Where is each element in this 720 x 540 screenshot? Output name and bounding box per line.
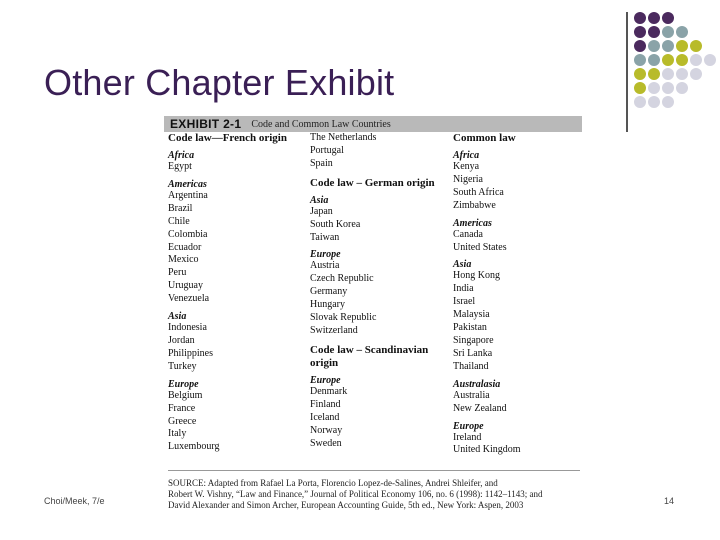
country-name: Sri Lanka [453,347,493,359]
country-name: Finland [310,398,341,410]
decorative-dot [704,54,716,66]
region-label: Africa [168,150,195,161]
decorative-dot [662,82,674,94]
country-name: New Zealand [453,402,507,414]
exhibit-header [164,116,582,132]
country-name: Chile [168,215,190,227]
country-name: Singapore [453,334,494,346]
country-name: Hong Kong [453,270,500,282]
decorative-dot [690,54,702,66]
decorative-dot [690,82,702,94]
exhibit-source-note [168,478,588,511]
country-name: Mexico [168,254,199,266]
decorative-dot [648,26,660,38]
column-german-scandinavian-origin [310,132,446,450]
country-name: Slovak Republic [310,312,377,324]
country-name: Sweden [310,437,342,449]
country-name: South Korea [310,218,361,230]
decorative-dot [662,12,674,24]
decorative-dot [704,68,716,80]
region-label: Europe [453,420,484,432]
column-heading: Code law—French origin [168,132,287,144]
country-name: Greece [168,415,197,427]
region-label: Asia [453,259,472,271]
column-heading: Code law – Scandinavian origin [310,343,429,369]
decorative-dot [648,40,660,52]
country-name: Colombia [168,228,208,240]
country-name: Taiwan [310,231,340,243]
country-name: Kenya [453,161,480,172]
decorative-dot-grid [634,12,714,116]
region-label: Europe [310,374,341,386]
decorative-dot [690,68,702,80]
country-name: Philippines [168,347,214,359]
decorative-dot [648,68,660,80]
decorative-dot [634,68,646,80]
country-name: Indonesia [168,322,207,334]
country-name: Malaysia [453,309,490,321]
country-name: Switzerland [310,324,358,336]
decorative-dot [704,82,716,94]
country-name: Pakistan [453,322,487,334]
country-name: Egypt [168,161,192,172]
country-name: Uruguay [168,280,203,292]
decorative-dot [662,96,674,108]
exhibit-caption: Code and Common Law Countries [251,118,391,130]
country-name: Italy [168,428,187,440]
footer-citation: Choi/Meek, 7/e [44,496,105,506]
country-name: Portugal [310,144,344,156]
country-name: France [168,402,196,414]
country-name: The Netherlands [310,132,377,143]
country-name: India [453,283,474,295]
country-name: Peru [168,267,187,279]
decorative-dot [662,54,674,66]
country-name: Iceland [310,411,340,423]
country-name: South Africa [453,186,504,198]
decorative-dot [662,40,674,52]
country-name: Turkey [168,360,197,372]
country-name: Zimbabwe [453,199,496,211]
decorative-dot [648,82,660,94]
decorative-dot [676,96,688,108]
exhibit-number: EXHIBIT 2-1 [170,117,242,131]
source-line: David Alexander and Simon Archer, European Accounting Guide, 5th ed., New York: Aspen, 2003 [168,500,524,510]
country-name: Spain [310,157,333,169]
decorative-dot [676,12,688,24]
column-heading: Common law [453,132,516,144]
column-common-law [453,132,581,457]
decorative-dot [704,40,716,52]
country-name: Argentina [168,189,208,201]
decorative-dot [704,26,716,38]
region-label: Australasia [453,378,501,390]
decorative-dot [634,26,646,38]
decorative-dot [690,96,702,108]
country-name: Nigeria [453,173,483,185]
decorative-dot [662,26,674,38]
region-label: Europe [168,378,199,390]
source-line: SOURCE: Adapted from Rafael La Porta, Florencio Lopez-de-Salines, Andrei Shleifer, and [168,478,498,488]
decorative-dot [648,54,660,66]
region-label: Europe [310,249,341,261]
country-name: Thailand [453,360,489,372]
region-label: Americas [453,217,492,229]
slide-title: Other Chapter Exhibit [44,62,395,103]
country-name: Germany [310,286,348,298]
country-name: Luxembourg [168,441,220,453]
country-name: Austria [310,260,340,272]
country-name: Jordan [168,334,195,346]
decorative-dot [634,96,646,108]
decorative-dot [690,26,702,38]
exhibit-table [164,116,582,478]
decorative-dot [690,12,702,24]
decorative-dot [648,96,660,108]
decorative-dot [676,26,688,38]
country-name: Norway [310,424,343,436]
country-name: Canada [453,228,483,240]
country-name: Hungary [310,299,345,311]
source-line: Robert W. Vishny, “Law and Finance,” Journal of Political Economy 106, no. 6 (1998): 1142–1143; and [168,489,543,499]
region-label: Asia [310,194,329,206]
decorative-dot [634,12,646,24]
column-french-origin [168,132,306,454]
country-name: Denmark [310,385,348,397]
country-name: United States [453,241,507,253]
page-number: 14 [664,496,675,506]
decorative-dot [634,40,646,52]
country-name: Brazil [168,202,193,214]
decorative-dot [634,54,646,66]
decorative-dot [676,68,688,80]
decorative-dot [634,82,646,94]
decorative-dot [690,40,702,52]
decorative-dot [676,82,688,94]
country-name: Japan [310,205,333,217]
decorative-divider [626,12,628,132]
decorative-dot [704,96,716,108]
country-name: United Kingdom [453,444,521,456]
country-name: Venezuela [168,293,210,305]
country-name: Israel [453,296,476,308]
country-name: Australia [453,389,490,401]
decorative-dot [662,68,674,80]
decorative-dot [648,12,660,24]
decorative-dot [676,54,688,66]
country-name: Czech Republic [310,273,374,285]
country-name: Belgium [168,389,203,401]
column-heading: Code law – German origin [310,176,435,189]
exhibit-body [164,132,582,478]
exhibit-bottom-rule [168,470,580,471]
region-label: Africa [453,150,480,161]
country-name: Ireland [453,431,482,443]
decorative-dot [676,40,688,52]
decorative-dot [704,12,716,24]
country-name: Ecuador [168,241,202,253]
region-label: Asia [168,311,187,323]
region-label: Americas [168,178,207,190]
